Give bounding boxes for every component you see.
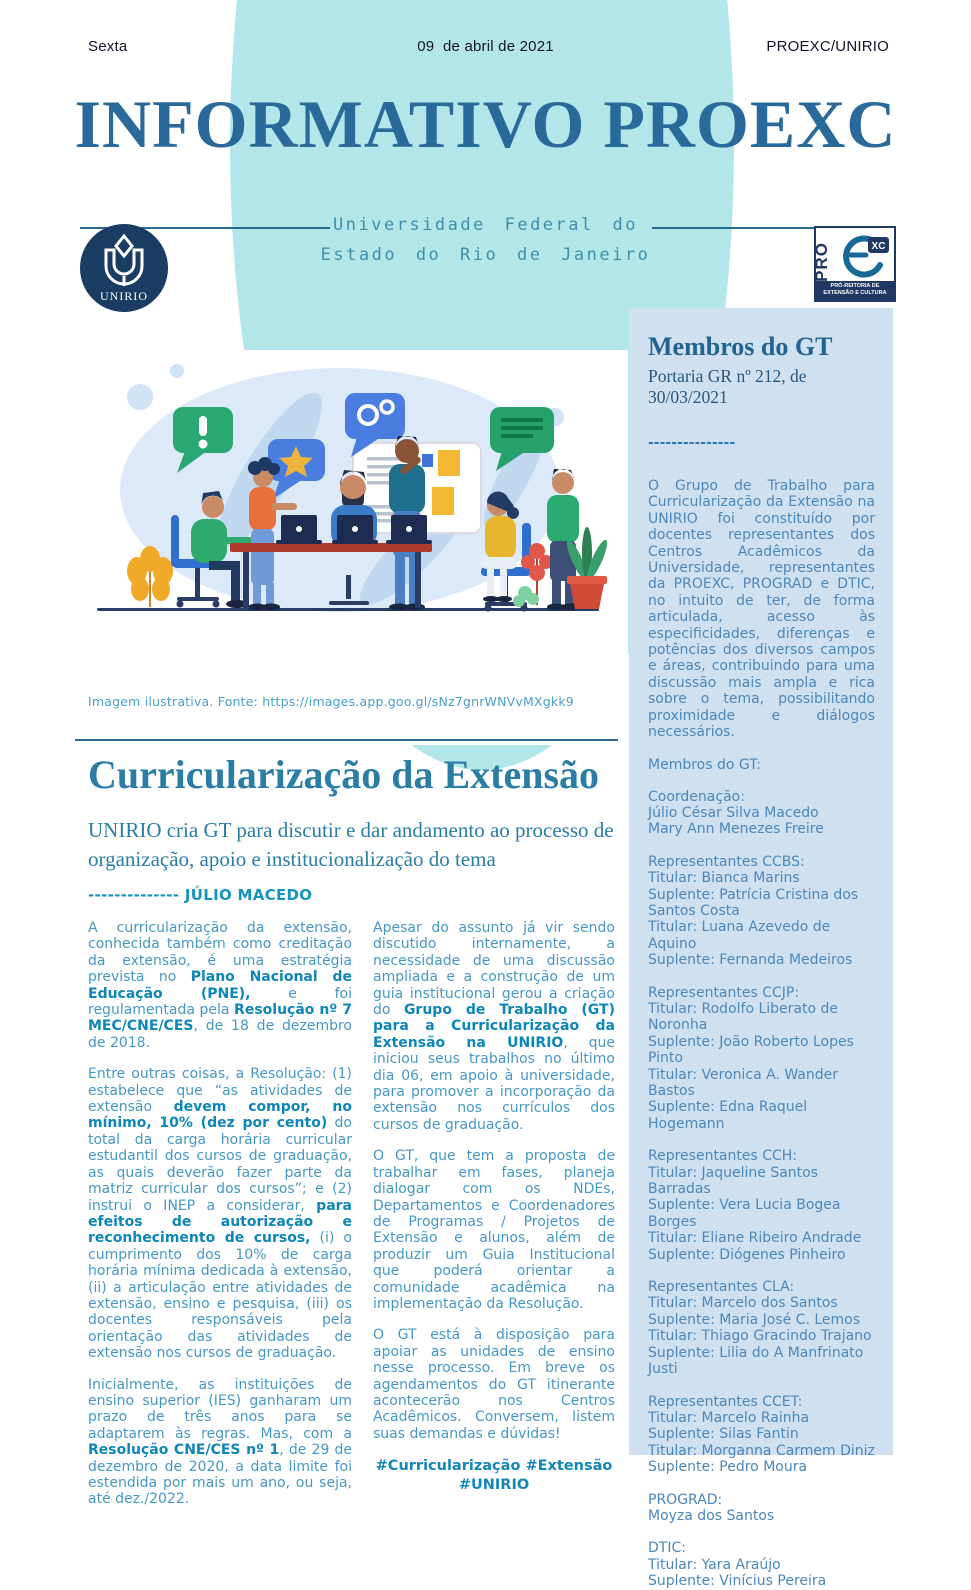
article-paragraph: O GT está à disposição para apoiar as unidades de ensino nesse processo. Em breve os agendamentos do GT itinerante acontecerão nos Centros Acadêmicos. Conversem, listem suas demandas e dúvidas! [373, 1327, 615, 1442]
sidebar-intro: O Grupo de Trabalho para Curricularização da Extensão na UNIRIO foi constituído por docentes representantes dos Centros Acadêmicos da Universidade, representantes da PROEXC, PROGRAD e DTIC, no intuito de ter, de forma articulada, acesso às especificidades, diferenças e potências dos diversos campos e áreas, contribuindo para uma discussão mais ampla e rica sobre o tema, possibilitando proximidade e diálogos necessários. [648, 478, 875, 741]
sidebar-group-line: Titular: Luana Azevedo de Aquino [648, 919, 831, 952]
sidebar-group-line: Titular: Jaqueline Santos Barradas [648, 1164, 819, 1198]
article-paragraph: Inicialmente, as instituições de ensino superior (IES) ganharam um prazo de três anos para se adaptarem às regras. Mas, com a Resolução CNE/CES nº 1, de 29 de dezembro de 2020, a data limite foi estendida por mais um ano, ou seja, até dez./2022. [88, 1376, 352, 1508]
sidebar-membros-gt [629, 308, 893, 1590]
proexc-banner-line2: EXTENSÃO E CULTURA [823, 290, 887, 296]
sidebar-group [648, 854, 875, 969]
sidebar-group-line: Suplente: João Roberto Lopes Pinto [648, 1033, 854, 1067]
university-name-line2: Estado do Rio de Janeiro [320, 245, 651, 265]
proexc-e-icon [832, 229, 892, 281]
sidebar-group-line: Suplente: Edna Raquel Hogemann [648, 1099, 808, 1132]
sidebar-group-line: Suplente: Maria José C. Lemos [648, 1311, 861, 1328]
sidebar-group [648, 1279, 875, 1377]
article-subtitle: UNIRIO cria GT para discutir e dar andamento ao processo de organização, apoio e institucionalização do tema [88, 818, 614, 871]
illustration-graphic [85, 355, 615, 665]
sidebar-group-line: Suplente: Silas Fantin [648, 1426, 799, 1443]
unirio-logo [80, 224, 168, 312]
header-weekday: Sexta [88, 38, 128, 55]
proexc-banner-line1: PRÓ-REITORIA DE [830, 283, 880, 289]
sidebar-group-line: PROGRAD: [648, 1491, 723, 1508]
image-caption-text: Imagem ilustrativa. Fonte: [88, 694, 263, 709]
article-body [88, 920, 615, 1523]
article-column-left [88, 920, 352, 1523]
sidebar-group-line: Suplente: Vinícius Pereira [648, 1573, 827, 1590]
header-org: PROEXC/UNIRIO [766, 38, 889, 55]
sidebar-group [648, 1148, 875, 1263]
sidebar-group-line: Titular: Yara Araújo [648, 1556, 781, 1573]
sidebar-group-line: Mary Ann Menezes Freire [648, 821, 824, 838]
sidebar-group-line: Moyza dos Santos [648, 1507, 775, 1524]
sidebar-group-line: Representantes CCJP: [648, 984, 800, 1001]
sidebar-divider-dashes: --------------- [648, 435, 736, 451]
sidebar-group [648, 985, 875, 1133]
sidebar-group-line: Suplente: Diógenes Pinheiro [648, 1246, 846, 1263]
sidebar-group-line: Titular: Rodolfo Liberato de Noronha [648, 1000, 838, 1034]
sidebar-group-line: Júlio César Silva Macedo [648, 804, 819, 821]
sidebar-groups [648, 789, 875, 1590]
sidebar-subtitle: Portaria GR nº 212, de 30/03/2021 [648, 366, 807, 407]
article-paragraph: A curricularização da extensão, conhecida também como creditação da extensão, é uma estratégia prevista no Plano Nacional de Educação (PNE), e foi regulamentada pela Resolução nº 7 MEC/CNE/CES, de 18 de dezembro de 2018. [88, 920, 352, 1051]
sidebar-group-line: DTIC: [648, 1540, 686, 1557]
sidebar-group-line: Representantes CCBS: [648, 853, 805, 870]
sidebar-group-line: Titular: Bianca Marins [648, 870, 800, 887]
article-divider [75, 739, 618, 741]
proexc-logo-banner [816, 281, 894, 300]
unirio-logo-label: UNIRIO [100, 289, 148, 303]
proexc-logo-top [811, 228, 894, 282]
sidebar-group-line: Suplente: Patrícia Cristina dos Santos Costa [648, 886, 859, 919]
article-byline: -------------- JÚLIO MACEDO [88, 886, 313, 904]
sidebar-members-label: Membros do GT: [648, 756, 761, 773]
article-column-right [373, 920, 615, 1523]
article-paragraph: O GT, que tem a proposta de trabalhar em fases, planeja dialogar com os NDEs, Departamentos e Coordenadores de Programas / Projetos de Extensão e alunos, além de produzir um Guia Institucional que poderá orientar a comunidade acadêmica na implementação da Resolução. [373, 1148, 615, 1312]
image-caption [88, 694, 574, 709]
sidebar-group-line: Representantes CLA: [648, 1279, 795, 1296]
article-title: Curricularização da Extensão [88, 752, 600, 797]
sidebar-group-line: Representantes CCET: [648, 1393, 803, 1410]
university-name-line1: Universidade Federal do [333, 215, 638, 235]
sidebar-group-line: Titular: Veronica A. Wander Bastos [648, 1066, 839, 1099]
sidebar-group-line: Suplente: Pedro Moura [648, 1459, 808, 1476]
sidebar-group-line: Titular: Marcelo dos Santos [648, 1295, 838, 1312]
article-column-right-paragraphs [373, 920, 615, 1442]
proexc-logo [811, 226, 896, 302]
sidebar-group-line: Coordenação: [648, 788, 745, 805]
proexc-logo-xc: XC [871, 241, 886, 252]
sidebar-group-line: Suplente: Vera Lucia Bogea Borges [648, 1197, 841, 1230]
sidebar-group-line: Titular: Marcelo Rainha [648, 1409, 810, 1426]
header-date: 09 de abril de 2021 [417, 38, 554, 55]
unirio-logo-icon [80, 224, 168, 312]
sidebar-group [648, 1540, 875, 1589]
sidebar-title: Membros do GT [648, 332, 833, 361]
sidebar-group [648, 789, 875, 838]
sidebar-group-line: Titular: Thiago Gracindo Trajano [648, 1328, 872, 1345]
sidebar-group-line: Titular: Morganna Carmem Diniz [648, 1442, 875, 1459]
sidebar-group [648, 1394, 875, 1476]
hashtags-line2: #UNIRIO [458, 1477, 530, 1494]
article-paragraph: Apesar do assunto já vir sendo discutido internamente, a necessidade de uma discussão ampliada e a construção de um guia institucional gerou a criação do Grupo de Trabalho (GT) para a Curricularização da Extensão na UNIRIO, que iniciou seus trabalhos no último dia 06, em apoio à universidade, para promover a incorporação da extensão nos currículos dos cursos de graduação. [373, 920, 615, 1133]
illustration-figure [75, 350, 628, 745]
masthead-title: INFORMATIVO PROEXC [74, 86, 897, 162]
image-caption-link[interactable]: https://images.app.goo.gl/sNz7gnrWNVvMXgkk9 [262, 694, 574, 709]
sidebar-group-line: Suplente: Fernanda Medeiros [648, 952, 853, 969]
article-hashtags [373, 1457, 615, 1495]
sidebar-group-line: Titular: Eliane Ribeiro Andrade [648, 1230, 862, 1247]
sidebar-group-line: Suplente: Lilia do A Manfrinato Justi [648, 1344, 864, 1378]
hashtags-line1: #Curricularização #Extensão [375, 1458, 613, 1475]
article-paragraph: Entre outras coisas, a Resolução: (1) estabelece que “as atividades de extensão devem compor, no mínimo, 10% (dez por cento) do total da carga horária curricular estudantil dos cursos de graduação, as quais deverão fazer parte da matriz curricular dos cursos”; e (2) instrui o INEP a considerar, para efeitos de autorização e reconhecimento de cursos, (i) o cumprimento dos 10% de carga horária mínima dedicada à extensão, (ii) a articulação entre atividades de extensão, ensino e pesquisa, (iii) os docentes responsáveis pela orientação das atividades de extensão nos cursos de graduação. [88, 1066, 353, 1362]
proexc-logo-pro: PRO [811, 242, 831, 282]
sidebar-group-line: Representantes CCH: [648, 1148, 798, 1165]
